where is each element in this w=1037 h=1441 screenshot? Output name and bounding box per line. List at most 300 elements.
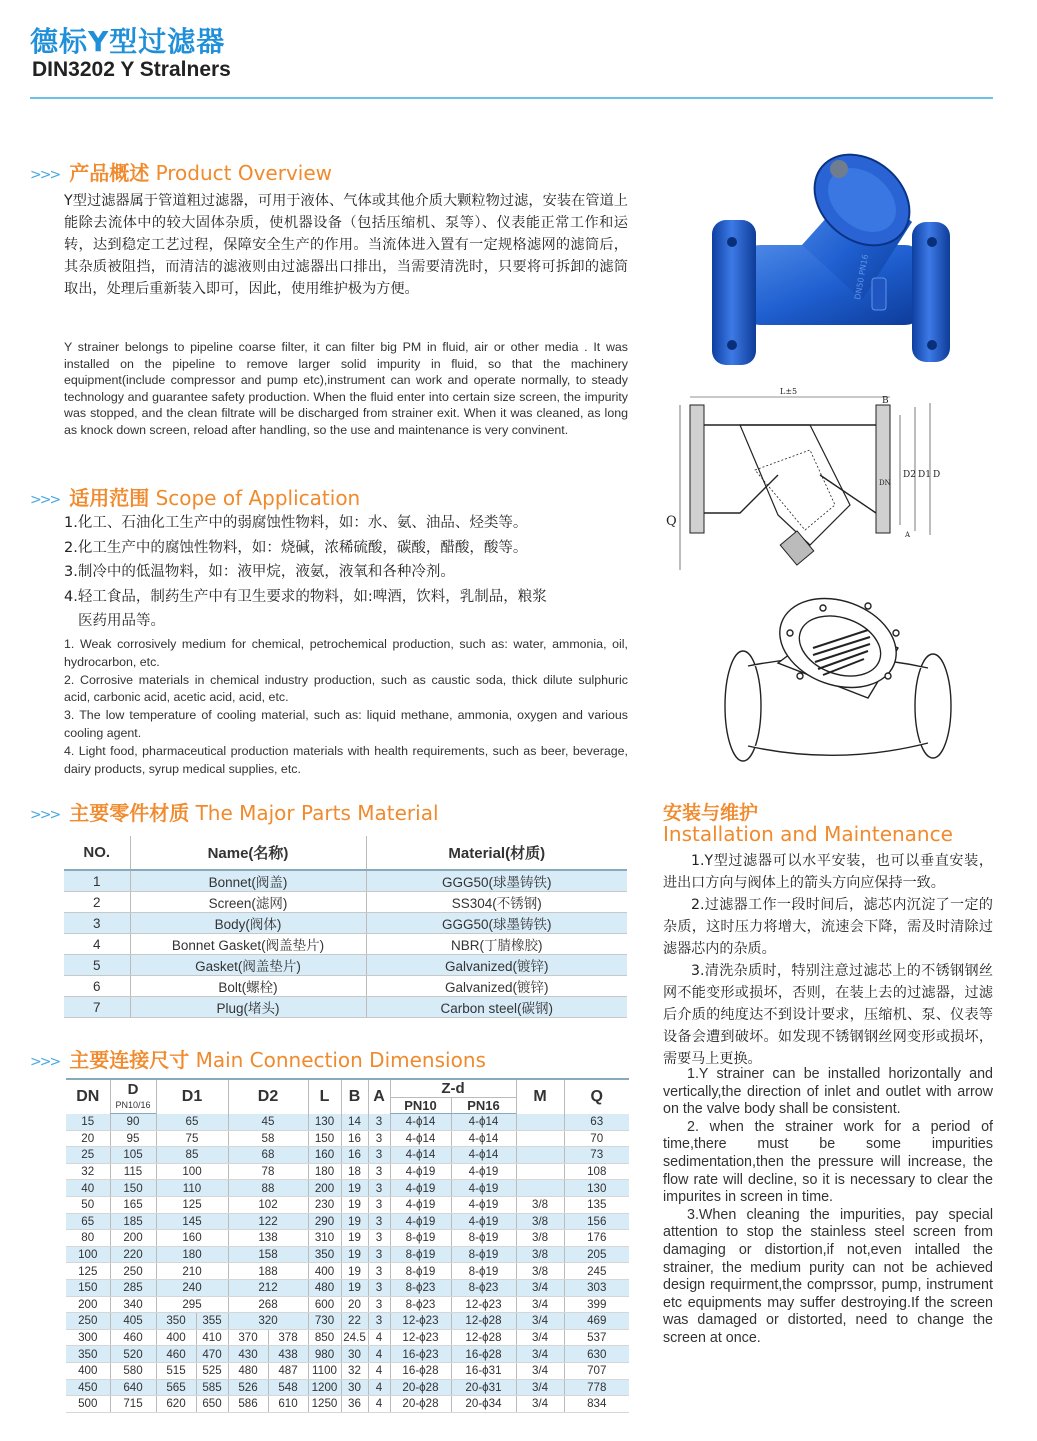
col-header: D2 (228, 1079, 308, 1114)
table-cell: 8-ϕ19 (451, 1246, 516, 1263)
table-cell: 4-ϕ14 (451, 1147, 516, 1164)
table-cell: 4-ϕ14 (451, 1130, 516, 1147)
col-header: Q (564, 1079, 629, 1114)
table-row (64, 997, 627, 1018)
table-cell: Galvanized(镀锌) (366, 976, 627, 997)
table-cell: 3 (64, 913, 130, 934)
table-cell: 1250 (308, 1396, 341, 1413)
table-cell: 3/4 (516, 1296, 564, 1313)
table-cell: 130 (308, 1114, 341, 1131)
paragraph: 3.清洗杂质时，特别注意过滤芯上的不锈钢钢丝网不能变形或损坏，否则，在装上去的过滤器，过滤后介质的纯度达不到设计要求，压缩机、泵、仪表等设备会遭到破坏。如发现不锈钢钢丝网变形或损坏，需要马上更换。 (663, 963, 993, 1067)
table-cell: 200 (110, 1230, 156, 1247)
table-cell: 3 (368, 1230, 390, 1247)
table-cell: 650 (196, 1396, 228, 1413)
table-cell: 5 (64, 955, 130, 976)
table-cell: 90 (110, 1114, 156, 1131)
table-cell: 399 (564, 1296, 629, 1313)
table-cell: 1 (64, 870, 130, 892)
table-cell: 85 (156, 1147, 228, 1164)
table-cell: 122 (228, 1213, 308, 1230)
table-cell: 715 (110, 1396, 156, 1413)
table-cell: 14 (341, 1114, 368, 1131)
table-cell: 180 (308, 1163, 341, 1180)
table-cell: SS304(不锈钢) (366, 892, 627, 913)
table-cell: 12-ϕ28 (451, 1313, 516, 1330)
table-cell: 4-ϕ19 (390, 1213, 451, 1230)
list-item: 3.制冷中的低温物料，如：液甲烷，液氨，液氧和各种冷剂。 (64, 564, 455, 580)
table-cell: 8-ϕ19 (390, 1246, 451, 1263)
col-header: Z-d (390, 1079, 516, 1098)
table-cell: 470 (196, 1346, 228, 1363)
list-item: 3. The low temperature of cooling material, such as: liquid methane, ammonia, oxygen and various cooling agent. (64, 708, 628, 740)
col-header: M (516, 1079, 564, 1114)
table-cell: 16-ϕ28 (390, 1362, 451, 1379)
table-cell: 18 (341, 1163, 368, 1180)
table-cell: GGG50(球墨铸铁) (366, 913, 627, 934)
table-cell: 295 (156, 1296, 228, 1313)
dimensions-table (66, 1078, 629, 1413)
table-cell (516, 1114, 564, 1131)
col-header: DN (76, 1087, 100, 1105)
table-row (66, 1147, 629, 1164)
table-cell: 430 (228, 1346, 268, 1363)
table-cell: 3/8 (516, 1213, 564, 1230)
col-header: Material(材质) (366, 836, 627, 870)
table-cell: 487 (268, 1362, 308, 1379)
list-item: 4. Light food, pharmaceutical production materials with health requirements, such as beer, beverage, dairy products, syrup medical supplies, etc. (64, 743, 628, 776)
table-cell: 250 (110, 1263, 156, 1280)
section-arrow-icon: >>> (30, 1053, 60, 1070)
table-cell: 580 (110, 1362, 156, 1379)
table-cell: 16 (341, 1130, 368, 1147)
table-cell: 1200 (308, 1379, 341, 1396)
table-cell: 16-ϕ31 (451, 1362, 516, 1379)
table-cell: 156 (564, 1213, 629, 1230)
table-row (66, 1279, 629, 1296)
table-cell: 3 (368, 1163, 390, 1180)
table-cell: 4-ϕ19 (390, 1196, 451, 1213)
table-cell: 210 (156, 1263, 228, 1280)
strainer-photo (712, 150, 952, 370)
install-text-en (663, 1066, 993, 1348)
parts-heading: >>> 主要零件材质 The Major Parts Material (30, 801, 439, 825)
scope-heading: >>> 适用范围 Scope of Application (30, 486, 361, 510)
table-cell: 4-ϕ14 (451, 1114, 516, 1131)
table-cell: 20 (66, 1130, 110, 1147)
table-cell: 25 (66, 1147, 110, 1164)
table-cell: 3 (368, 1263, 390, 1280)
install-heading-en: Installation and Maintenance (663, 822, 953, 846)
table-cell: 370 (228, 1329, 268, 1346)
svg-text:Q: Q (666, 514, 677, 529)
table-cell: 4 (368, 1396, 390, 1413)
table-row (66, 1246, 629, 1263)
table-cell: 1100 (308, 1362, 341, 1379)
table-cell: 63 (564, 1114, 629, 1131)
scope-list-en (64, 636, 628, 778)
table-cell: 3 (368, 1130, 390, 1147)
table-cell: 158 (228, 1246, 308, 1263)
table-cell: 3/8 (516, 1263, 564, 1280)
dims-heading: >>> 主要连接尺寸 Main Connection Dimensions (30, 1048, 486, 1072)
table-cell: 138 (228, 1230, 308, 1247)
table-cell: 40 (66, 1180, 110, 1197)
table-cell: 70 (564, 1130, 629, 1147)
table-row (66, 1114, 629, 1131)
table-row (66, 1313, 629, 1330)
table-cell: 355 (196, 1313, 228, 1330)
table-row (66, 1396, 629, 1413)
table-cell: Bonnet Gasket(阀盖垫片) (130, 934, 366, 955)
table-cell (516, 1163, 564, 1180)
paragraph: 1.Y型过滤器可以水平安装，也可以垂直安装，进出口方向与阀体上的箭头方向应保持一致。 (663, 853, 993, 891)
col-header: D (110, 1079, 156, 1098)
table-cell: 65 (66, 1213, 110, 1230)
strainer-sketch (718, 588, 958, 778)
table-cell: 515 (156, 1362, 196, 1379)
table-cell: Bolt(螺栓) (130, 976, 366, 997)
table-cell: Carbon steel(碳钢) (366, 997, 627, 1018)
table-cell: 3 (368, 1196, 390, 1213)
table-cell: Screen(滤网) (130, 892, 366, 913)
table-cell: Plug(堵头) (130, 997, 366, 1018)
table-cell: 405 (110, 1313, 156, 1330)
table-cell: 8-ϕ19 (451, 1230, 516, 1247)
table-cell: 3/4 (516, 1329, 564, 1346)
table-cell: 3 (368, 1114, 390, 1131)
install-text-cn (663, 850, 993, 1070)
table-row (66, 1296, 629, 1313)
table-cell: 565 (156, 1379, 196, 1396)
table-cell: 8-ϕ23 (451, 1279, 516, 1296)
table-cell (516, 1130, 564, 1147)
table-cell: 778 (564, 1379, 629, 1396)
table-cell: 350 (66, 1346, 110, 1363)
table-cell: 12-ϕ23 (390, 1313, 451, 1330)
table-cell: 300 (66, 1329, 110, 1346)
table-row (66, 1213, 629, 1230)
table-cell: 19 (341, 1180, 368, 1197)
table-cell: 620 (156, 1396, 196, 1413)
table-cell: 22 (341, 1313, 368, 1330)
table-cell: 834 (564, 1396, 629, 1413)
table-cell: 8-ϕ23 (390, 1296, 451, 1313)
table-cell: 7 (64, 997, 130, 1018)
table-cell: 212 (228, 1279, 308, 1296)
table-cell: 400 (156, 1329, 196, 1346)
table-cell: 707 (564, 1362, 629, 1379)
table-row (66, 1163, 629, 1180)
table-cell: 520 (110, 1346, 156, 1363)
install-heading-cn: 安装与维护 (663, 802, 759, 824)
table-cell: 12-ϕ23 (451, 1296, 516, 1313)
table-cell: 526 (228, 1379, 268, 1396)
table-cell: 160 (308, 1147, 341, 1164)
table-cell: 438 (268, 1346, 308, 1363)
table-cell: 176 (564, 1230, 629, 1247)
table-cell: 980 (308, 1346, 341, 1363)
table-cell: 68 (228, 1147, 308, 1164)
table-cell: 3/4 (516, 1279, 564, 1296)
table-cell: 100 (66, 1246, 110, 1263)
table-cell: 102 (228, 1196, 308, 1213)
table-row (66, 1346, 629, 1363)
table-cell: 125 (156, 1196, 228, 1213)
table-cell: 410 (196, 1329, 228, 1346)
table-cell: 8-ϕ19 (451, 1263, 516, 1280)
table-cell: 88 (228, 1180, 308, 1197)
table-cell: 15 (66, 1114, 110, 1131)
table-cell: 80 (66, 1230, 110, 1247)
col-header: A (368, 1079, 390, 1114)
table-cell: 8-ϕ19 (390, 1263, 451, 1280)
table-row (66, 1362, 629, 1379)
table-cell (516, 1180, 564, 1197)
table-cell: 460 (110, 1329, 156, 1346)
table-cell: 20 (341, 1296, 368, 1313)
table-cell: 16-ϕ28 (451, 1346, 516, 1363)
paragraph: 3.When cleaning the impurities, pay special attention to stop the stainless steel screen from damaging or distortion,if not,even intalled the strainer, the medium purity can not be achieved design requirment,the comprssor, pump, instrument etc equipments may suffer destroying.If the screen was damaged or distorted, need to change the screen at once. (663, 1206, 993, 1346)
list-item: 医药用品等。 (78, 613, 165, 629)
table-header-row (64, 836, 627, 870)
table-row (66, 1230, 629, 1247)
svg-text:D2: D2 (903, 470, 916, 480)
col-subheader: PN10/16 (110, 1098, 156, 1114)
table-cell: 19 (341, 1230, 368, 1247)
table-cell: 20-ϕ34 (451, 1396, 516, 1413)
table-cell: 730 (308, 1313, 341, 1330)
table-cell: 350 (156, 1313, 196, 1330)
svg-text:D1: D1 (918, 470, 931, 480)
table-cell: 480 (308, 1279, 341, 1296)
table-cell: 378 (268, 1329, 308, 1346)
table-cell: 303 (564, 1279, 629, 1296)
table-cell: 585 (196, 1379, 228, 1396)
table-cell: 20-ϕ28 (390, 1379, 451, 1396)
list-item: 1.化工、石油化工生产中的弱腐蚀性物料，如：水、氨、油品、烃类等。 (64, 515, 528, 531)
table-cell: 188 (228, 1263, 308, 1280)
table-cell: 75 (156, 1130, 228, 1147)
table-cell: Gasket(阀盖垫片) (130, 955, 366, 976)
table-cell: 160 (156, 1230, 228, 1247)
header-divider (30, 97, 993, 99)
table-cell: 19 (341, 1196, 368, 1213)
table-cell: 400 (66, 1362, 110, 1379)
col-header: L (308, 1079, 341, 1114)
table-cell: 3 (368, 1180, 390, 1197)
table-row (66, 1130, 629, 1147)
table-cell: Bonnet(阀盖) (130, 870, 366, 892)
table-cell: 4-ϕ19 (390, 1163, 451, 1180)
table-cell: 460 (156, 1346, 196, 1363)
table-cell: 4-ϕ14 (390, 1114, 451, 1131)
table-cell: 185 (110, 1213, 156, 1230)
table-cell: 250 (66, 1313, 110, 1330)
table-cell: 610 (268, 1396, 308, 1413)
table-cell: 32 (341, 1362, 368, 1379)
section-arrow-icon: >>> (30, 491, 60, 508)
table-cell: 65 (156, 1114, 228, 1131)
table-row (66, 1263, 629, 1280)
table-cell: 240 (156, 1279, 228, 1296)
table-cell: 78 (228, 1163, 308, 1180)
paragraph: 2.过滤器工作一段时间后，滤芯内沉淀了一定的杂质，这时压力将增大，流速会下降，需及时清除过滤器芯内的杂质。 (663, 897, 993, 957)
table-cell: 58 (228, 1130, 308, 1147)
table-cell: 3 (368, 1213, 390, 1230)
table-cell: 4 (368, 1379, 390, 1396)
table-cell: 115 (110, 1163, 156, 1180)
table-cell: 3 (368, 1296, 390, 1313)
table-cell: 537 (564, 1329, 629, 1346)
table-cell: 245 (564, 1263, 629, 1280)
table-cell: 3/4 (516, 1379, 564, 1396)
table-cell: 30 (341, 1379, 368, 1396)
table-cell: 290 (308, 1213, 341, 1230)
table-cell: 3/4 (516, 1346, 564, 1363)
table-cell: 20-ϕ31 (451, 1379, 516, 1396)
table-cell: 19 (341, 1213, 368, 1230)
table-cell: 19 (341, 1279, 368, 1296)
parts-table (64, 836, 627, 1018)
table-cell: 135 (564, 1196, 629, 1213)
table-cell: 3/8 (516, 1196, 564, 1213)
table-cell: 640 (110, 1379, 156, 1396)
table-cell: 480 (228, 1362, 268, 1379)
table-cell: 12-ϕ28 (451, 1329, 516, 1346)
table-row (64, 870, 627, 892)
table-cell: 95 (110, 1130, 156, 1147)
overview-text-cn: Y型过滤器属于管道粗过滤器，可用于液体、气体或其他介质大颗粒物过滤，安装在管道上能除去流体中的较大固体杂质，使机器设备（包括压缩机、泵等）、仪表能正常工作和运转，达到稳定工艺过程，保障安全生产的作用。当流体进入置有一定规格滤网的滤筒后，其杂质被阻挡，而清洁的滤液则由过滤器出口排出，当需要清洗时，只要将可拆卸的滤筒取出，处理后重新装入即可，因此，使用维护极为方便。 (64, 193, 628, 297)
table-row (64, 892, 627, 913)
table-cell: 50 (66, 1196, 110, 1213)
col-subheader: PN16 (451, 1098, 516, 1114)
table-cell: 4-ϕ19 (451, 1163, 516, 1180)
paragraph: 2. when the strainer work for a period of time,there must be some impurities sedimentation,then the pressure will increase, the flow rate will decline, so it is necessary to clear the impurites in screen in time. (663, 1118, 993, 1206)
table-cell: 24.5 (341, 1329, 368, 1346)
table-cell: 548 (268, 1379, 308, 1396)
table-cell: Galvanized(镀锌) (366, 955, 627, 976)
table-cell: 268 (228, 1296, 308, 1313)
table-cell: 350 (308, 1246, 341, 1263)
table-cell: 3/4 (516, 1396, 564, 1413)
table-row (64, 976, 627, 997)
table-row (64, 955, 627, 976)
table-cell: 180 (156, 1246, 228, 1263)
table-cell: 200 (308, 1180, 341, 1197)
table-cell: 4-ϕ19 (451, 1196, 516, 1213)
table-cell: 3 (368, 1313, 390, 1330)
page-title-en: DIN3202 Y Stralners (32, 58, 231, 81)
table-cell: NBR(丁腈橡胶) (366, 934, 627, 955)
table-cell: 73 (564, 1147, 629, 1164)
table-row (66, 1196, 629, 1213)
svg-text:L±5: L±5 (780, 387, 798, 396)
list-item: 2. Corrosive materials in chemical industry production, such as caustic soda, thick dilute sulphuric acid, carbonic acid, acetic acid, acid, etc. (64, 672, 628, 705)
table-cell: 586 (228, 1396, 268, 1413)
table-cell: 19 (341, 1263, 368, 1280)
col-header: NO. (64, 836, 130, 870)
table-cell: 310 (308, 1230, 341, 1247)
overview-text-en: Y strainer belongs to pipeline coarse filter, it can filter big PM in fluid, air or other media . It was installed on the pipeline to remove larger solid impurity in fluid, so that the machinery equipment(include compressor and pump etc),instrument can work and operate normally, to steady technology and guarantee safety production. When the fluid enter into certain size screen, the impurity was stopped, and the clean filtrate will be discharged from strainer exit. When it was cleaned, as long as knock down screen, reload after handling, so the use and maintenance is very convinent. (64, 340, 628, 437)
table-cell: 4-ϕ19 (451, 1213, 516, 1230)
table-cell: 525 (196, 1362, 228, 1379)
table-cell: 150 (66, 1279, 110, 1296)
list-item: 4.轻工食品，制药生产中有卫生要求的物料，如:啤酒，饮料，乳制品，粮浆 (64, 588, 547, 605)
page-title-cn: 德标Y型过滤器 (30, 25, 226, 58)
table-cell: 150 (110, 1180, 156, 1197)
svg-text:DN: DN (879, 479, 891, 487)
table-cell: 20-ϕ28 (390, 1396, 451, 1413)
svg-text:B: B (882, 396, 889, 406)
table-cell: 340 (110, 1296, 156, 1313)
col-subheader: PN10 (390, 1098, 451, 1114)
table-cell: 4-ϕ19 (390, 1180, 451, 1197)
table-cell: 4-ϕ19 (451, 1180, 516, 1197)
table-cell: 105 (110, 1147, 156, 1164)
table-cell: 285 (110, 1279, 156, 1296)
table-cell: 3 (368, 1147, 390, 1164)
table-cell: 100 (156, 1163, 228, 1180)
table-cell: 145 (156, 1213, 228, 1230)
table-cell: 125 (66, 1263, 110, 1280)
table-cell: 12-ϕ23 (390, 1329, 451, 1346)
svg-text:A: A (905, 531, 911, 539)
table-cell: Body(阀体) (130, 913, 366, 934)
table-cell: 400 (308, 1263, 341, 1280)
table-cell: GGG50(球墨铸铁) (366, 870, 627, 892)
table-cell: 110 (156, 1180, 228, 1197)
table-cell: 220 (110, 1246, 156, 1263)
col-header: Name(名称) (130, 836, 366, 870)
paragraph: 1.Y strainer can be installed horizontally and vertically,the direction of inlet and outlet with arrow on the valve body shall be consistent. (663, 1066, 993, 1118)
table-cell: 3 (368, 1246, 390, 1263)
table-cell: 16-ϕ23 (390, 1346, 451, 1363)
table-cell: 8-ϕ19 (390, 1230, 451, 1247)
table-cell: 36 (341, 1396, 368, 1413)
table-cell: 4 (368, 1362, 390, 1379)
col-header: D1 (156, 1079, 228, 1114)
table-cell: 3 (368, 1279, 390, 1296)
table-cell: 30 (341, 1346, 368, 1363)
table-row (64, 934, 627, 955)
table-cell: 469 (564, 1313, 629, 1330)
table-cell: 500 (66, 1396, 110, 1413)
table-cell: 3/4 (516, 1362, 564, 1379)
table-cell: 4-ϕ14 (390, 1147, 451, 1164)
table-cell: 200 (66, 1296, 110, 1313)
svg-text:D: D (933, 470, 941, 480)
table-cell: 130 (564, 1180, 629, 1197)
table-cell: 205 (564, 1246, 629, 1263)
table-cell: 45 (228, 1114, 308, 1131)
col-header: B (341, 1079, 368, 1114)
table-cell: 8-ϕ23 (390, 1279, 451, 1296)
table-cell: 230 (308, 1196, 341, 1213)
table-cell: 32 (66, 1163, 110, 1180)
table-cell: 6 (64, 976, 130, 997)
list-item: 1. Weak corrosively medium for chemical, petrochemical production, such as: water, ammonia, oil, hydrocarbon, etc. (64, 637, 628, 669)
table-cell: 108 (564, 1163, 629, 1180)
table-cell: 4 (64, 934, 130, 955)
table-row (66, 1329, 629, 1346)
table-cell (516, 1147, 564, 1164)
table-cell: 320 (228, 1313, 308, 1330)
section-arrow-icon: >>> (30, 806, 60, 823)
table-cell: 600 (308, 1296, 341, 1313)
table-cell: 3/8 (516, 1246, 564, 1263)
table-cell: 165 (110, 1196, 156, 1213)
table-cell: 19 (341, 1246, 368, 1263)
